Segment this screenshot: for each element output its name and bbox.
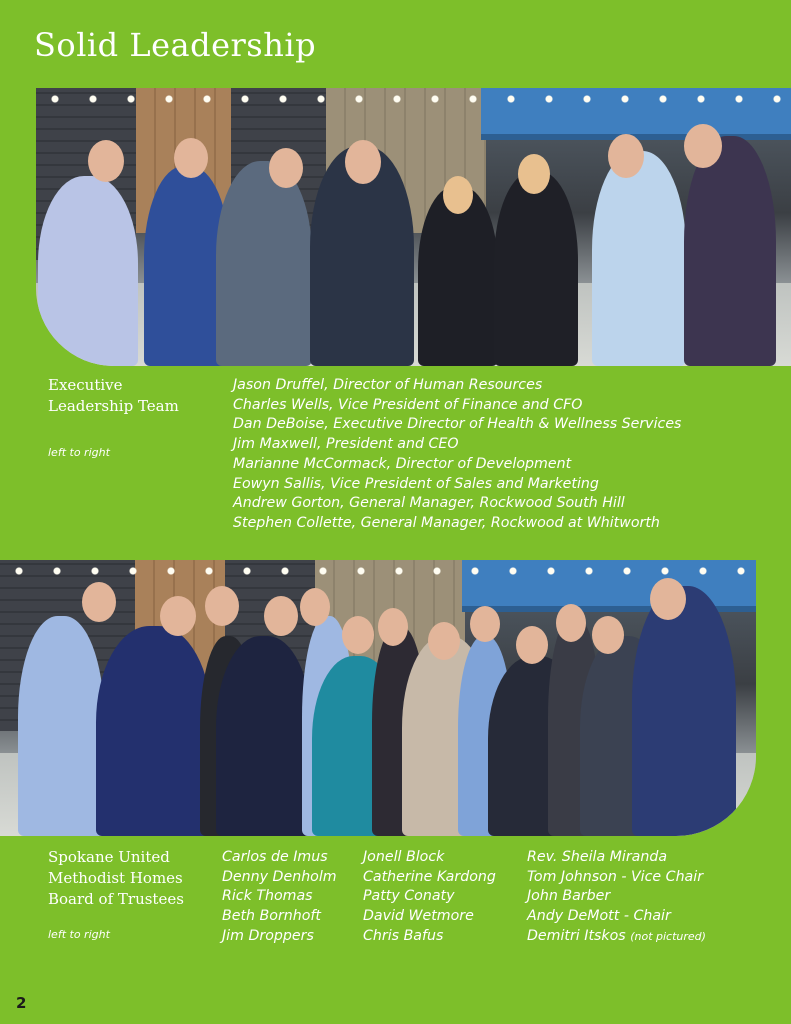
board-names-column-1 bbox=[222, 848, 337, 947]
board-names-column-3 bbox=[527, 848, 706, 947]
list-item: Dan DeBoise, Executive Director of Health & Wellness Services bbox=[233, 416, 682, 433]
page-title: Solid Leadership bbox=[34, 26, 317, 64]
board-left-to-right: left to right bbox=[48, 928, 110, 941]
executive-heading-line: Leadership Team bbox=[48, 397, 179, 415]
board-of-trustees-photo bbox=[0, 560, 756, 836]
list-item: Tom Johnson - Vice Chair bbox=[527, 868, 704, 885]
executive-heading-line: Executive bbox=[48, 376, 123, 394]
list-item: Marianne McCormack, Director of Development bbox=[233, 455, 572, 472]
board-heading-line: Board of Trustees bbox=[48, 890, 184, 908]
not-pictured-note: (not pictured) bbox=[630, 929, 706, 943]
board-heading-line: Spokane United bbox=[48, 848, 170, 866]
executive-members-list bbox=[233, 376, 681, 534]
executive-heading bbox=[48, 375, 179, 417]
board-heading-line: Methodist Homes bbox=[48, 869, 183, 887]
list-item-name: Demitri Itskos bbox=[527, 927, 626, 944]
list-item: Charles Wells, Vice President of Finance and CFO bbox=[233, 396, 583, 413]
list-item: Rick Thomas bbox=[222, 888, 313, 905]
list-item: Stephen Collette, General Manager, Rockwood at Whitworth bbox=[233, 514, 660, 531]
board-names-column-2 bbox=[363, 848, 496, 947]
executive-team-photo bbox=[36, 88, 791, 366]
list-item: Denny Denholm bbox=[222, 868, 337, 885]
list-item: Andrew Gorton, General Manager, Rockwood South Hill bbox=[233, 495, 625, 512]
list-item: Jim Maxwell, President and CEO bbox=[233, 436, 459, 453]
list-item bbox=[527, 927, 706, 947]
list-item: Patty Conaty bbox=[363, 888, 455, 905]
list-item: Jason Druffel, Director of Human Resources bbox=[233, 377, 543, 393]
list-item: Andy DeMott - Chair bbox=[527, 908, 671, 925]
list-item: Jonell Block bbox=[363, 849, 445, 865]
page-number: 2 bbox=[16, 994, 27, 1012]
list-item: Eowyn Sallis, Vice President of Sales and Marketing bbox=[233, 475, 599, 492]
list-item: Beth Bornhoft bbox=[222, 908, 321, 925]
list-item: David Wetmore bbox=[363, 908, 474, 925]
executive-left-to-right: left to right bbox=[48, 446, 110, 459]
list-item: Catherine Kardong bbox=[363, 868, 496, 885]
board-heading bbox=[48, 847, 184, 910]
list-item: John Barber bbox=[527, 888, 611, 905]
list-item: Carlos de Imus bbox=[222, 849, 328, 865]
list-item: Chris Bafus bbox=[363, 927, 444, 944]
list-item: Jim Droppers bbox=[222, 927, 314, 944]
list-item: Rev. Sheila Miranda bbox=[527, 849, 668, 865]
